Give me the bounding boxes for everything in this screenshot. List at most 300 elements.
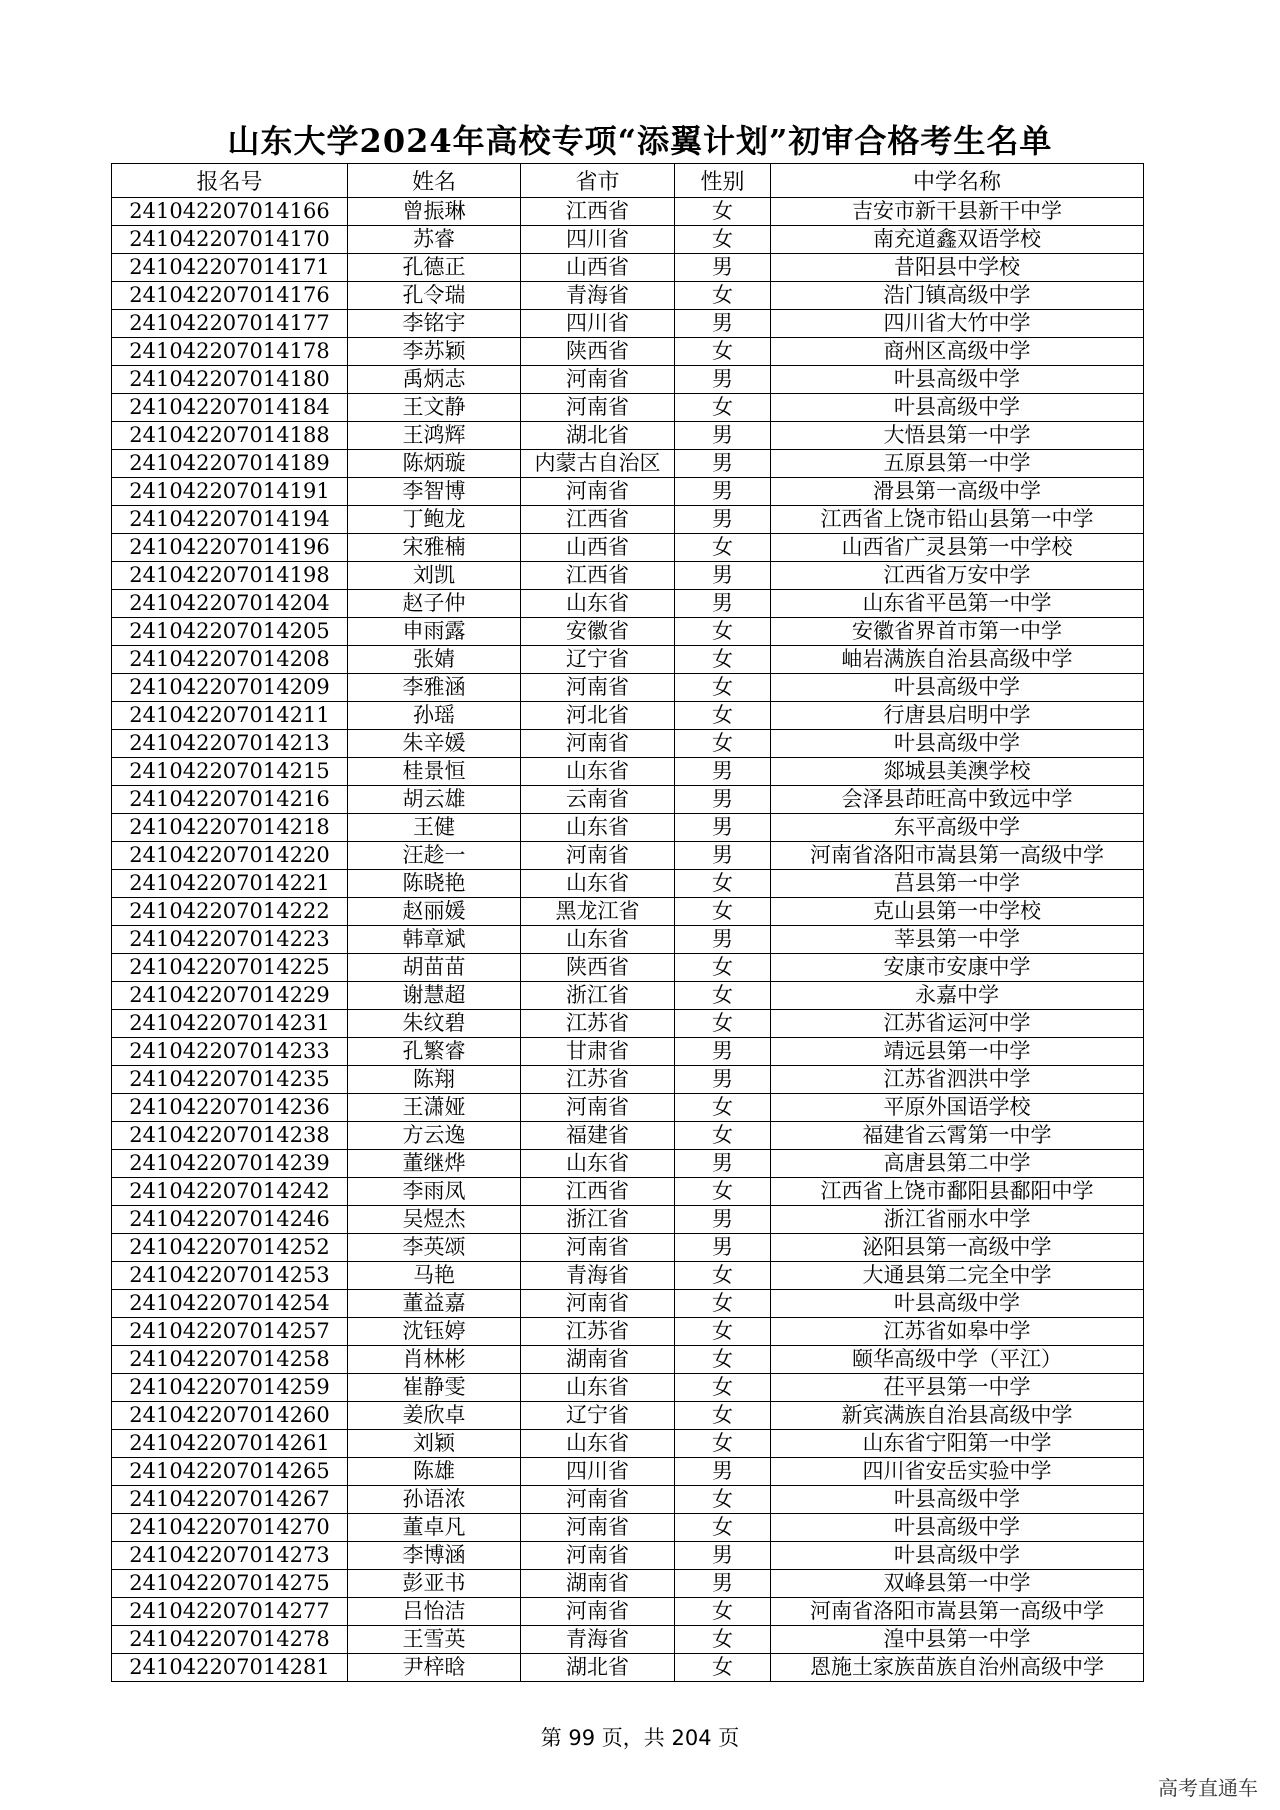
province-cell: 湖北省 xyxy=(521,422,675,450)
gender-cell: 男 xyxy=(675,254,771,282)
province-cell: 内蒙古自治区 xyxy=(521,450,675,478)
gender-cell: 男 xyxy=(675,814,771,842)
school-cell: 滑县第一高级中学 xyxy=(771,478,1144,506)
gender-cell: 女 xyxy=(675,898,771,926)
school-cell: 商州区高级中学 xyxy=(771,338,1144,366)
registration-no-cell: 241042207014239 xyxy=(112,1150,348,1178)
gender-cell: 女 xyxy=(675,1262,771,1290)
name-cell: 孔德正 xyxy=(348,254,521,282)
school-cell: 叶县高级中学 xyxy=(771,394,1144,422)
table-row xyxy=(112,1402,1144,1430)
province-cell: 湖北省 xyxy=(521,1654,675,1682)
school-cell: 叶县高级中学 xyxy=(771,674,1144,702)
table-row xyxy=(112,394,1144,422)
name-cell: 马艳 xyxy=(348,1262,521,1290)
school-cell: 江苏省运河中学 xyxy=(771,1010,1144,1038)
page-title: 山东大学2024年高校专项“添翼计划”初审合格考生名单 xyxy=(227,122,1053,160)
gender-cell: 女 xyxy=(675,1654,771,1682)
province-cell: 山东省 xyxy=(521,926,675,954)
school-cell: 莘县第一中学 xyxy=(771,926,1144,954)
name-cell: 孔繁睿 xyxy=(348,1038,521,1066)
province-cell: 福建省 xyxy=(521,1122,675,1150)
name-cell: 陈翔 xyxy=(348,1066,521,1094)
gender-cell: 女 xyxy=(675,338,771,366)
table-row xyxy=(112,310,1144,338)
school-cell: 叶县高级中学 xyxy=(771,1514,1144,1542)
gender-cell: 男 xyxy=(675,506,771,534)
name-cell: 桂景恒 xyxy=(348,758,521,786)
name-cell: 李雅涵 xyxy=(348,674,521,702)
table-row xyxy=(112,366,1144,394)
province-cell: 青海省 xyxy=(521,282,675,310)
registration-no-cell: 241042207014218 xyxy=(112,814,348,842)
school-cell: 茌平县第一中学 xyxy=(771,1374,1144,1402)
province-cell: 河南省 xyxy=(521,1486,675,1514)
table-row xyxy=(112,1094,1144,1122)
table-row xyxy=(112,758,1144,786)
registration-no-cell: 241042207014253 xyxy=(112,1262,348,1290)
name-cell: 朱纹碧 xyxy=(348,1010,521,1038)
table-row xyxy=(112,590,1144,618)
province-cell: 四川省 xyxy=(521,226,675,254)
registration-no-cell: 241042207014235 xyxy=(112,1066,348,1094)
table-row xyxy=(112,562,1144,590)
gender-cell: 男 xyxy=(675,310,771,338)
registration-no-cell: 241042207014170 xyxy=(112,226,348,254)
gender-cell: 女 xyxy=(675,534,771,562)
table-row xyxy=(112,954,1144,982)
school-cell: 山东省平邑第一中学 xyxy=(771,590,1144,618)
province-cell: 河南省 xyxy=(521,1094,675,1122)
province-cell: 河北省 xyxy=(521,702,675,730)
school-cell: 泌阳县第一高级中学 xyxy=(771,1234,1144,1262)
school-cell: 永嘉中学 xyxy=(771,982,1144,1010)
registration-no-cell: 241042207014166 xyxy=(112,198,348,226)
name-cell: 董卓凡 xyxy=(348,1514,521,1542)
column-header-school: 中学名称 xyxy=(771,164,1144,198)
school-cell: 昔阳县中学校 xyxy=(771,254,1144,282)
registration-no-cell: 241042207014254 xyxy=(112,1290,348,1318)
table-row xyxy=(112,338,1144,366)
school-cell: 叶县高级中学 xyxy=(771,730,1144,758)
watermark-text: 高考直通车 xyxy=(1158,1776,1258,1800)
name-cell: 王潇娅 xyxy=(348,1094,521,1122)
gender-cell: 女 xyxy=(675,954,771,982)
school-cell: 山东省宁阳第一中学 xyxy=(771,1430,1144,1458)
gender-cell: 女 xyxy=(675,1290,771,1318)
registration-no-cell: 241042207014188 xyxy=(112,422,348,450)
province-cell: 河南省 xyxy=(521,1598,675,1626)
registration-no-cell: 241042207014171 xyxy=(112,254,348,282)
school-cell: 新宾满族自治县高级中学 xyxy=(771,1402,1144,1430)
province-cell: 浙江省 xyxy=(521,982,675,1010)
school-cell: 五原县第一中学 xyxy=(771,450,1144,478)
province-cell: 江西省 xyxy=(521,506,675,534)
page-number: 第 99 页，共 204 页 xyxy=(540,1726,740,1750)
name-cell: 尹梓晗 xyxy=(348,1654,521,1682)
gender-cell: 男 xyxy=(675,1038,771,1066)
registration-no-cell: 241042207014213 xyxy=(112,730,348,758)
table-row xyxy=(112,422,1144,450)
province-cell: 四川省 xyxy=(521,310,675,338)
registration-no-cell: 241042207014198 xyxy=(112,562,348,590)
registration-no-cell: 241042207014209 xyxy=(112,674,348,702)
table-row xyxy=(112,1430,1144,1458)
gender-cell: 女 xyxy=(675,1346,771,1374)
name-cell: 刘颖 xyxy=(348,1430,521,1458)
province-cell: 湖南省 xyxy=(521,1346,675,1374)
name-cell: 张婧 xyxy=(348,646,521,674)
column-header-registration-no: 报名号 xyxy=(112,164,348,198)
school-cell: 大悟县第一中学 xyxy=(771,422,1144,450)
registration-no-cell: 241042207014215 xyxy=(112,758,348,786)
school-cell: 东平高级中学 xyxy=(771,814,1144,842)
registration-no-cell: 241042207014204 xyxy=(112,590,348,618)
table-row xyxy=(112,1486,1144,1514)
registration-no-cell: 241042207014260 xyxy=(112,1402,348,1430)
school-cell: 叶县高级中学 xyxy=(771,1542,1144,1570)
table-row xyxy=(112,842,1144,870)
province-cell: 浙江省 xyxy=(521,1206,675,1234)
registration-no-cell: 241042207014184 xyxy=(112,394,348,422)
gender-cell: 女 xyxy=(675,702,771,730)
school-cell: 莒县第一中学 xyxy=(771,870,1144,898)
province-cell: 河南省 xyxy=(521,730,675,758)
province-cell: 四川省 xyxy=(521,1458,675,1486)
gender-cell: 女 xyxy=(675,1318,771,1346)
gender-cell: 女 xyxy=(675,730,771,758)
gender-cell: 女 xyxy=(675,982,771,1010)
name-cell: 肖林彬 xyxy=(348,1346,521,1374)
registration-no-cell: 241042207014252 xyxy=(112,1234,348,1262)
registration-no-cell: 241042207014261 xyxy=(112,1430,348,1458)
table-row xyxy=(112,786,1144,814)
registration-no-cell: 241042207014246 xyxy=(112,1206,348,1234)
school-cell: 高唐县第二中学 xyxy=(771,1150,1144,1178)
table-row xyxy=(112,226,1144,254)
gender-cell: 男 xyxy=(675,1458,771,1486)
gender-cell: 女 xyxy=(675,870,771,898)
gender-cell: 男 xyxy=(675,422,771,450)
table-row xyxy=(112,1122,1144,1150)
gender-cell: 男 xyxy=(675,1150,771,1178)
column-header-name: 姓名 xyxy=(348,164,521,198)
province-cell: 青海省 xyxy=(521,1262,675,1290)
table-row xyxy=(112,1038,1144,1066)
name-cell: 胡苗苗 xyxy=(348,954,521,982)
table-row xyxy=(112,1346,1144,1374)
gender-cell: 女 xyxy=(675,198,771,226)
table-row xyxy=(112,1570,1144,1598)
name-cell: 孔令瑞 xyxy=(348,282,521,310)
table-row xyxy=(112,646,1144,674)
school-cell: 叶县高级中学 xyxy=(771,1290,1144,1318)
table-row xyxy=(112,674,1144,702)
gender-cell: 女 xyxy=(675,618,771,646)
province-cell: 黑龙江省 xyxy=(521,898,675,926)
school-cell: 江西省上饶市铅山县第一中学 xyxy=(771,506,1144,534)
table-row xyxy=(112,1458,1144,1486)
province-cell: 山西省 xyxy=(521,254,675,282)
table-row xyxy=(112,870,1144,898)
school-cell: 叶县高级中学 xyxy=(771,366,1144,394)
table-row xyxy=(112,1262,1144,1290)
table-row xyxy=(112,702,1144,730)
registration-no-cell: 241042207014229 xyxy=(112,982,348,1010)
name-cell: 李苏颖 xyxy=(348,338,521,366)
registration-no-cell: 241042207014194 xyxy=(112,506,348,534)
gender-cell: 女 xyxy=(675,1178,771,1206)
name-cell: 申雨露 xyxy=(348,618,521,646)
table-row xyxy=(112,1206,1144,1234)
province-cell: 江苏省 xyxy=(521,1010,675,1038)
province-cell: 江西省 xyxy=(521,1178,675,1206)
name-cell: 李智博 xyxy=(348,478,521,506)
name-cell: 汪趁一 xyxy=(348,842,521,870)
registration-no-cell: 241042207014222 xyxy=(112,898,348,926)
school-cell: 吉安市新干县新干中学 xyxy=(771,198,1144,226)
school-cell: 河南省洛阳市嵩县第一高级中学 xyxy=(771,842,1144,870)
school-cell: 克山县第一中学校 xyxy=(771,898,1144,926)
gender-cell: 女 xyxy=(675,1094,771,1122)
gender-cell: 女 xyxy=(675,674,771,702)
gender-cell: 男 xyxy=(675,1234,771,1262)
province-cell: 河南省 xyxy=(521,1290,675,1318)
province-cell: 安徽省 xyxy=(521,618,675,646)
table-row xyxy=(112,1318,1144,1346)
province-cell: 山东省 xyxy=(521,1150,675,1178)
name-cell: 吕怡洁 xyxy=(348,1598,521,1626)
registration-no-cell: 241042207014265 xyxy=(112,1458,348,1486)
name-cell: 谢慧超 xyxy=(348,982,521,1010)
school-cell: 南充道鑫双语学校 xyxy=(771,226,1144,254)
table-row xyxy=(112,814,1144,842)
name-cell: 李铭宇 xyxy=(348,310,521,338)
name-cell: 吴煜杰 xyxy=(348,1206,521,1234)
name-cell: 方云逸 xyxy=(348,1122,521,1150)
province-cell: 河南省 xyxy=(521,1514,675,1542)
table-row xyxy=(112,1374,1144,1402)
province-cell: 山东省 xyxy=(521,1374,675,1402)
province-cell: 河南省 xyxy=(521,394,675,422)
table-row xyxy=(112,982,1144,1010)
school-cell: 湟中县第一中学 xyxy=(771,1626,1144,1654)
province-cell: 陕西省 xyxy=(521,954,675,982)
name-cell: 孙语浓 xyxy=(348,1486,521,1514)
registration-no-cell: 241042207014180 xyxy=(112,366,348,394)
school-cell: 靖远县第一中学 xyxy=(771,1038,1144,1066)
name-cell: 王文静 xyxy=(348,394,521,422)
name-cell: 王健 xyxy=(348,814,521,842)
gender-cell: 女 xyxy=(675,646,771,674)
registration-no-cell: 241042207014275 xyxy=(112,1570,348,1598)
school-cell: 双峰县第一中学 xyxy=(771,1570,1144,1598)
province-cell: 河南省 xyxy=(521,842,675,870)
gender-cell: 女 xyxy=(675,1010,771,1038)
province-cell: 河南省 xyxy=(521,478,675,506)
province-cell: 青海省 xyxy=(521,1626,675,1654)
table-row xyxy=(112,1654,1144,1682)
province-cell: 河南省 xyxy=(521,1542,675,1570)
registration-no-cell: 241042207014258 xyxy=(112,1346,348,1374)
name-cell: 陈晓艳 xyxy=(348,870,521,898)
table-header-row xyxy=(112,164,1144,198)
registration-no-cell: 241042207014242 xyxy=(112,1178,348,1206)
table-row xyxy=(112,254,1144,282)
province-cell: 陕西省 xyxy=(521,338,675,366)
registration-no-cell: 241042207014273 xyxy=(112,1542,348,1570)
province-cell: 山东省 xyxy=(521,758,675,786)
gender-cell: 男 xyxy=(675,842,771,870)
table-row xyxy=(112,282,1144,310)
column-header-gender: 性别 xyxy=(675,164,771,198)
registration-no-cell: 241042207014221 xyxy=(112,870,348,898)
school-cell: 四川省安岳实验中学 xyxy=(771,1458,1144,1486)
gender-cell: 男 xyxy=(675,562,771,590)
school-cell: 岫岩满族自治县高级中学 xyxy=(771,646,1144,674)
name-cell: 刘凯 xyxy=(348,562,521,590)
table-row xyxy=(112,1066,1144,1094)
school-cell: 河南省洛阳市嵩县第一高级中学 xyxy=(771,1598,1144,1626)
province-cell: 江苏省 xyxy=(521,1318,675,1346)
name-cell: 韩章斌 xyxy=(348,926,521,954)
registration-no-cell: 241042207014220 xyxy=(112,842,348,870)
table-row xyxy=(112,730,1144,758)
gender-cell: 男 xyxy=(675,366,771,394)
name-cell: 陈炳璇 xyxy=(348,450,521,478)
gender-cell: 女 xyxy=(675,1598,771,1626)
name-cell: 董继烨 xyxy=(348,1150,521,1178)
gender-cell: 女 xyxy=(675,1626,771,1654)
gender-cell: 女 xyxy=(675,1374,771,1402)
province-cell: 河南省 xyxy=(521,366,675,394)
table-row xyxy=(112,1234,1144,1262)
registration-no-cell: 241042207014233 xyxy=(112,1038,348,1066)
table-row xyxy=(112,898,1144,926)
province-cell: 辽宁省 xyxy=(521,1402,675,1430)
table-row xyxy=(112,1178,1144,1206)
table-row xyxy=(112,1542,1144,1570)
name-cell: 姜欣卓 xyxy=(348,1402,521,1430)
table-row xyxy=(112,1010,1144,1038)
province-cell: 河南省 xyxy=(521,1234,675,1262)
gender-cell: 女 xyxy=(675,1430,771,1458)
province-cell: 辽宁省 xyxy=(521,646,675,674)
registration-no-cell: 241042207014238 xyxy=(112,1122,348,1150)
gender-cell: 女 xyxy=(675,1402,771,1430)
name-cell: 孙瑶 xyxy=(348,702,521,730)
name-cell: 禹炳志 xyxy=(348,366,521,394)
province-cell: 河南省 xyxy=(521,674,675,702)
registration-no-cell: 241042207014205 xyxy=(112,618,348,646)
table-row xyxy=(112,450,1144,478)
name-cell: 董益嘉 xyxy=(348,1290,521,1318)
registration-no-cell: 241042207014270 xyxy=(112,1514,348,1542)
registration-no-cell: 241042207014236 xyxy=(112,1094,348,1122)
gender-cell: 女 xyxy=(675,1122,771,1150)
name-cell: 赵丽媛 xyxy=(348,898,521,926)
school-cell: 江苏省如皋中学 xyxy=(771,1318,1144,1346)
registration-no-cell: 241042207014278 xyxy=(112,1626,348,1654)
school-cell: 颐华高级中学（平江） xyxy=(771,1346,1144,1374)
gender-cell: 女 xyxy=(675,1486,771,1514)
gender-cell: 男 xyxy=(675,450,771,478)
province-cell: 湖南省 xyxy=(521,1570,675,1598)
name-cell: 赵子仲 xyxy=(348,590,521,618)
name-cell: 曾振琳 xyxy=(348,198,521,226)
table-row xyxy=(112,1514,1144,1542)
registration-no-cell: 241042207014259 xyxy=(112,1374,348,1402)
name-cell: 胡云雄 xyxy=(348,786,521,814)
school-cell: 江苏省泗洪中学 xyxy=(771,1066,1144,1094)
school-cell: 恩施土家族苗族自治州高级中学 xyxy=(771,1654,1144,1682)
registration-no-cell: 241042207014211 xyxy=(112,702,348,730)
candidate-table xyxy=(111,163,1144,1682)
school-cell: 叶县高级中学 xyxy=(771,1486,1144,1514)
province-cell: 江苏省 xyxy=(521,1066,675,1094)
school-cell: 浩门镇高级中学 xyxy=(771,282,1144,310)
table-row xyxy=(112,534,1144,562)
gender-cell: 男 xyxy=(675,590,771,618)
gender-cell: 男 xyxy=(675,926,771,954)
school-cell: 山西省广灵县第一中学校 xyxy=(771,534,1144,562)
school-cell: 行唐县启明中学 xyxy=(771,702,1144,730)
registration-no-cell: 241042207014191 xyxy=(112,478,348,506)
gender-cell: 男 xyxy=(675,758,771,786)
province-cell: 山西省 xyxy=(521,534,675,562)
registration-no-cell: 241042207014267 xyxy=(112,1486,348,1514)
school-cell: 安徽省界首市第一中学 xyxy=(771,618,1144,646)
table-row xyxy=(112,1290,1144,1318)
column-header-province: 省市 xyxy=(521,164,675,198)
gender-cell: 女 xyxy=(675,1514,771,1542)
gender-cell: 男 xyxy=(675,1570,771,1598)
registration-no-cell: 241042207014177 xyxy=(112,310,348,338)
school-cell: 大通县第二完全中学 xyxy=(771,1262,1144,1290)
name-cell: 彭亚书 xyxy=(348,1570,521,1598)
province-cell: 山东省 xyxy=(521,814,675,842)
table-row xyxy=(112,618,1144,646)
registration-no-cell: 241042207014196 xyxy=(112,534,348,562)
gender-cell: 女 xyxy=(675,282,771,310)
school-cell: 平原外国语学校 xyxy=(771,1094,1144,1122)
registration-no-cell: 241042207014178 xyxy=(112,338,348,366)
name-cell: 陈雄 xyxy=(348,1458,521,1486)
table-row xyxy=(112,1598,1144,1626)
province-cell: 云南省 xyxy=(521,786,675,814)
table-row xyxy=(112,198,1144,226)
gender-cell: 男 xyxy=(675,786,771,814)
school-cell: 郯城县美澳学校 xyxy=(771,758,1144,786)
table-row xyxy=(112,926,1144,954)
school-cell: 江西省上饶市鄱阳县鄱阳中学 xyxy=(771,1178,1144,1206)
registration-no-cell: 241042207014216 xyxy=(112,786,348,814)
school-cell: 会泽县茚旺高中致远中学 xyxy=(771,786,1144,814)
gender-cell: 男 xyxy=(675,1066,771,1094)
registration-no-cell: 241042207014225 xyxy=(112,954,348,982)
school-cell: 安康市安康中学 xyxy=(771,954,1144,982)
table-row xyxy=(112,1626,1144,1654)
name-cell: 沈钰婷 xyxy=(348,1318,521,1346)
province-cell: 山东省 xyxy=(521,1430,675,1458)
name-cell: 宋雅楠 xyxy=(348,534,521,562)
school-cell: 福建省云霄第一中学 xyxy=(771,1122,1144,1150)
gender-cell: 女 xyxy=(675,394,771,422)
registration-no-cell: 241042207014223 xyxy=(112,926,348,954)
registration-no-cell: 241042207014189 xyxy=(112,450,348,478)
registration-no-cell: 241042207014176 xyxy=(112,282,348,310)
table-row xyxy=(112,506,1144,534)
